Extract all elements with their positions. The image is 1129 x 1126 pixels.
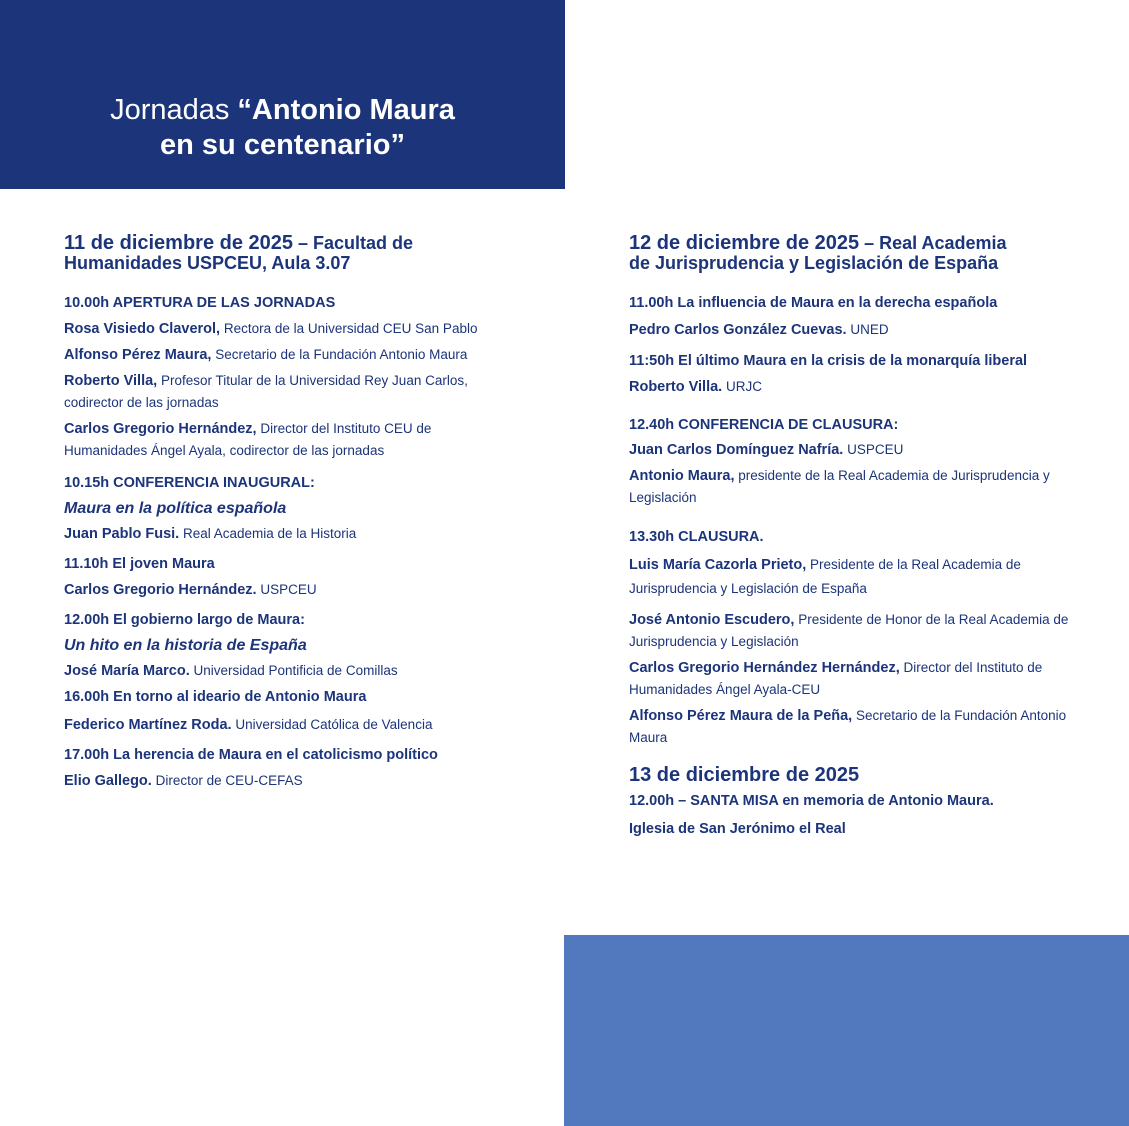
- speaker-name: Juan Carlos Domínguez Nafría.: [629, 442, 844, 458]
- session-title: 12.00h El gobierno largo de Maura:: [64, 612, 305, 628]
- speaker-role: Director de CEU-CEFAS: [151, 773, 303, 788]
- speaker: [629, 705, 1079, 749]
- speaker-name: Roberto Villa,: [64, 373, 158, 389]
- speaker-role: Profesor Titular de la Universidad Rey Juan Carlos, codirector de las jornadas: [64, 373, 468, 410]
- speaker: [64, 344, 504, 366]
- page-title: [0, 93, 565, 163]
- speaker-role: URJC: [722, 379, 762, 394]
- speaker-name: Alfonso Pérez Maura,: [64, 347, 212, 363]
- speaker-name: Juan Pablo Fusi.: [64, 526, 180, 542]
- day1-session-1: [64, 293, 504, 462]
- decorative-block: [564, 935, 1129, 1126]
- session-subtitle: Un hito en la historia de España: [64, 637, 307, 654]
- speaker-role: USPCEU: [256, 582, 317, 597]
- speaker-role: Rectora de la Universidad CEU San Pablo: [220, 321, 478, 336]
- speaker-role: Director del Instituto de Humanidades Ángel Ayala-CEU: [629, 660, 1043, 697]
- session-title: 12.40h CONFERENCIA DE CLAUSURA:: [629, 417, 899, 433]
- title-line-2: en su centenario”: [160, 129, 405, 161]
- speaker: [629, 609, 1079, 653]
- speaker-name: Rosa Visiedo Claverol,: [64, 321, 221, 337]
- day1-heading: [64, 233, 504, 273]
- session-title: 11.00h La influencia de Maura en la derecha española: [629, 295, 998, 311]
- speaker: [629, 553, 1079, 601]
- speaker-role: UNED: [846, 322, 889, 337]
- speaker-name: Luis María Cazorla Prieto,: [629, 557, 807, 573]
- day1-session-3: [64, 554, 504, 601]
- day3-session-1: [629, 791, 1079, 839]
- speaker-role: Secretario de la Fundación Antonio Maura: [629, 708, 1067, 745]
- session-title: 17.00h La herencia de Maura en el catolicismo político: [64, 747, 438, 763]
- speaker-name: Carlos Gregorio Hernández Hernández,: [629, 660, 900, 676]
- speaker: [629, 439, 1079, 461]
- day1-date: 11 de diciembre de 2025: [64, 232, 294, 254]
- session-subtitle: Maura en la política española: [64, 500, 287, 517]
- title-line-1: “Antonio Maura: [237, 94, 455, 126]
- day2-venue-1: – Real Academia: [859, 233, 1007, 253]
- day2-session-3: [629, 415, 1079, 509]
- speaker-role: Universidad Pontificia de Comillas: [189, 663, 398, 678]
- day2-session-1: [629, 293, 1079, 341]
- speaker-role: Real Academia de la Historia: [179, 526, 357, 541]
- day3-heading: [629, 765, 1079, 785]
- speaker-role: Director del Instituto CEU de Humanidades Ángel Ayala, codirector de las jornadas: [64, 421, 432, 458]
- speaker: [64, 714, 504, 736]
- speaker-name: Elio Gallego.: [64, 773, 152, 789]
- day2-column: [629, 233, 1079, 839]
- day2-heading: [629, 233, 1079, 273]
- session-title: 13.30h CLAUSURA.: [629, 529, 764, 545]
- speaker: [64, 660, 504, 682]
- speaker: [629, 465, 1079, 509]
- speaker-role: Presidente de la Real Academia de Jurisprudencia y Legislación de España: [629, 557, 1021, 596]
- day1-session-2: [64, 473, 504, 545]
- day2-venue-2: de Jurisprudencia y Legislación de España: [629, 253, 999, 273]
- day2-session-4: [629, 527, 1079, 749]
- speaker: [64, 579, 504, 601]
- session-title: 11.10h El joven Maura: [64, 556, 215, 572]
- speaker-name: Carlos Gregorio Hernández.: [64, 582, 257, 598]
- speaker-role: Secretario de la Fundación Antonio Maura: [211, 347, 468, 362]
- speaker-name: Carlos Gregorio Hernández,: [64, 421, 257, 437]
- speaker-role: USPCEU: [843, 442, 904, 457]
- speaker: [629, 376, 1079, 398]
- session-title: 10.00h APERTURA DE LAS JORNADAS: [64, 295, 336, 311]
- header-banner: [0, 0, 565, 189]
- day1-venue-1: – Facultad de: [293, 233, 414, 253]
- session-title: 12.00h – SANTA MISA en memoria de Antonio Maura.: [629, 793, 994, 809]
- speaker-name: Antonio Maura,: [629, 468, 735, 484]
- speaker-name: Federico Martínez Roda.: [64, 717, 232, 733]
- day2-session-2: [629, 351, 1079, 398]
- day1-session-4: [64, 610, 504, 682]
- day1-column: [64, 233, 504, 792]
- speaker: [64, 770, 504, 792]
- day3-date: 13 de diciembre de 2025: [629, 764, 860, 786]
- day1-venue-2: Humanidades USPCEU, Aula 3.07: [64, 253, 351, 273]
- speaker: [64, 318, 504, 340]
- day1-session-5: [64, 687, 504, 736]
- speaker-name: Alfonso Pérez Maura de la Peña,: [629, 708, 853, 724]
- speaker: [64, 370, 504, 414]
- day2-date: 12 de diciembre de 2025: [629, 232, 860, 254]
- speaker: [64, 523, 504, 545]
- speaker-name: José María Marco.: [64, 663, 190, 679]
- speaker-name: Pedro Carlos González Cuevas.: [629, 322, 847, 338]
- title-prefix: Jornadas: [110, 94, 238, 126]
- session-title: 11:50h El último Maura en la crisis de la monarquía liberal: [629, 353, 1028, 369]
- speaker: [64, 418, 504, 462]
- session-title: 10.15h CONFERENCIA INAUGURAL:: [64, 475, 315, 491]
- speaker: [629, 319, 1079, 341]
- session-title: 16.00h En torno al ideario de Antonio Maura: [64, 689, 367, 705]
- speaker-role: Presidente de Honor de la Real Academia de Jurisprudencia y Legislación: [629, 612, 1069, 649]
- speaker-name: José Antonio Escudero,: [629, 612, 795, 628]
- session-place: Iglesia de San Jerónimo el Real: [629, 821, 846, 837]
- speaker: [629, 657, 1079, 701]
- speaker-role: presidente de la Real Academia de Jurisprudencia y Legislación: [629, 468, 1050, 505]
- speaker-name: Roberto Villa.: [629, 379, 723, 395]
- speaker-role: Universidad Católica de Valencia: [231, 717, 433, 732]
- day1-session-6: [64, 745, 504, 792]
